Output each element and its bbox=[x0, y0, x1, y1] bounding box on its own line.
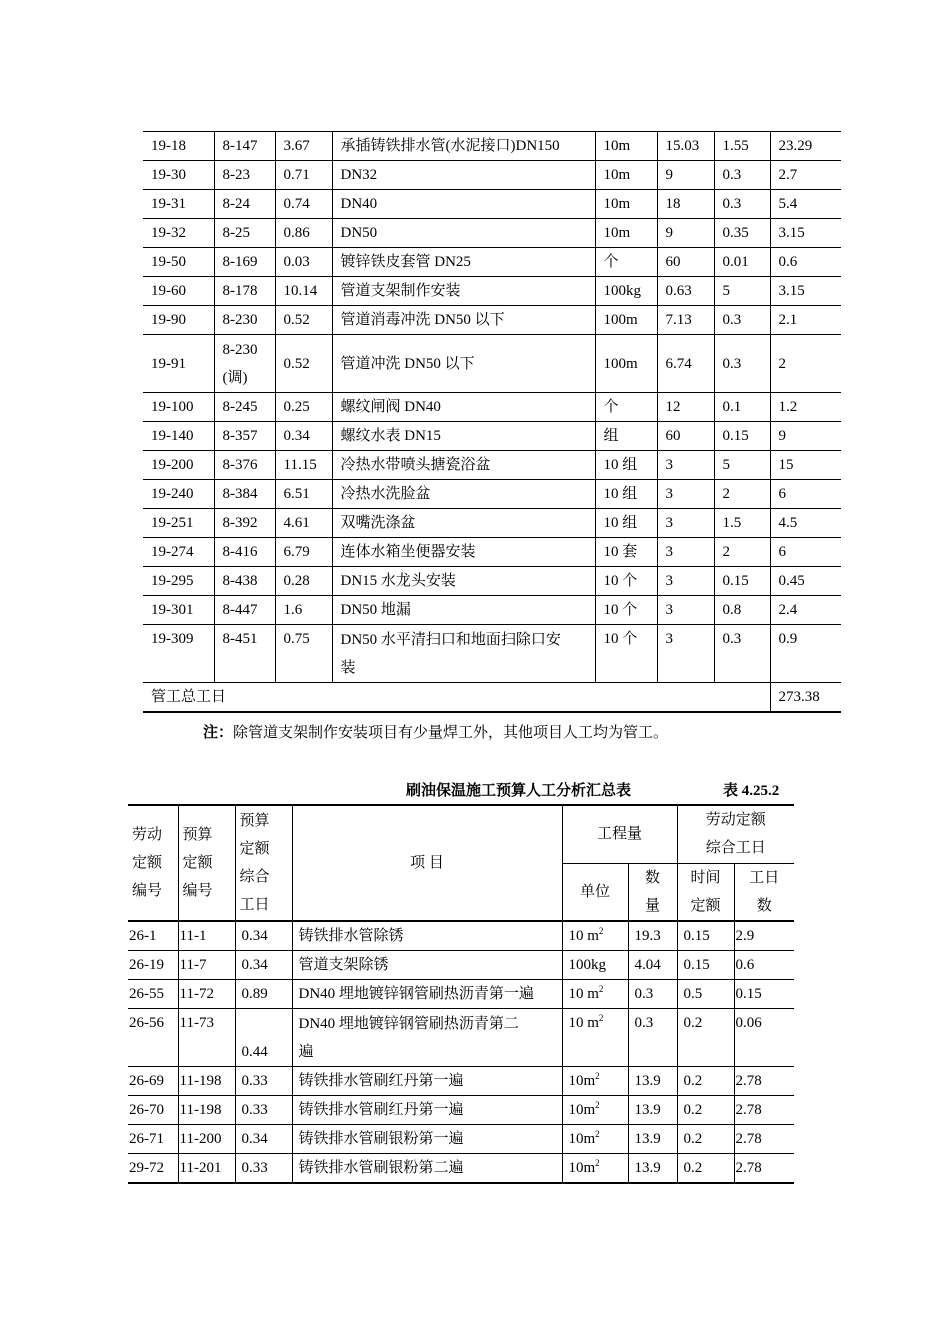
table-cell: 100kg bbox=[562, 951, 628, 980]
table-cell: 11-201 bbox=[178, 1154, 235, 1184]
table-cell: 18 bbox=[657, 190, 714, 219]
table-cell: 8-23 bbox=[214, 161, 275, 190]
table-cell: DN15 水龙头安装 bbox=[332, 567, 595, 596]
table-row bbox=[143, 219, 841, 248]
table-row bbox=[143, 248, 841, 277]
unit-superscript: 2 bbox=[598, 1013, 604, 1023]
table-cell: 15.03 bbox=[657, 132, 714, 161]
table-cell: 0.3 bbox=[714, 161, 770, 190]
unit-superscript: 2 bbox=[595, 1158, 600, 1168]
table-cell: 10 组 bbox=[595, 451, 657, 480]
table-cell: DN50 bbox=[332, 219, 595, 248]
table-cell: 8-169 bbox=[214, 248, 275, 277]
header-count: 数 量 bbox=[628, 863, 677, 921]
table-row bbox=[128, 980, 794, 1009]
table-cell: 0.3 bbox=[628, 1009, 677, 1067]
table-cell: 0.28 bbox=[275, 567, 332, 596]
table-cell: 9 bbox=[770, 422, 841, 451]
table-cell: 0.2 bbox=[677, 1125, 734, 1154]
table-row bbox=[143, 451, 841, 480]
table-cell: 螺纹水表 DN15 bbox=[332, 422, 595, 451]
table-cell: 管道冲洗 DN50 以下 bbox=[332, 335, 595, 393]
table-cell: 11-73 bbox=[178, 1009, 235, 1067]
table-cell: 0.34 bbox=[235, 951, 292, 980]
table-cell: 0.8 bbox=[714, 596, 770, 625]
table-cell: 19-301 bbox=[143, 596, 214, 625]
table-row bbox=[143, 538, 841, 567]
table-cell: 冷热水洗脸盆 bbox=[332, 480, 595, 509]
table-row bbox=[128, 951, 794, 980]
table-cell: 8-357 bbox=[214, 422, 275, 451]
total-label: 管工总工日 bbox=[143, 683, 770, 713]
table-cell: 10 组 bbox=[595, 509, 657, 538]
table-cell: 0.2 bbox=[677, 1096, 734, 1125]
table-cell: 8-178 bbox=[214, 277, 275, 306]
table-cell: 2.1 bbox=[770, 306, 841, 335]
table-cell: 0.6 bbox=[734, 951, 794, 980]
table-cell: 0.3 bbox=[714, 625, 770, 683]
table-cell: 4.04 bbox=[628, 951, 677, 980]
table-cell: 10.14 bbox=[275, 277, 332, 306]
table-row bbox=[128, 1067, 794, 1096]
table-cell: 螺纹闸阀 DN40 bbox=[332, 393, 595, 422]
table-note bbox=[203, 722, 668, 744]
table-cell: 2.78 bbox=[734, 1096, 794, 1125]
table-cell: 2.4 bbox=[770, 596, 841, 625]
table-cell: 13.9 bbox=[628, 1096, 677, 1125]
table-cell: 10m bbox=[595, 219, 657, 248]
table-cell: 0.6 bbox=[770, 248, 841, 277]
table-cell: 8-245 bbox=[214, 393, 275, 422]
table-cell: 8-376 bbox=[214, 451, 275, 480]
table-cell: 1.2 bbox=[770, 393, 841, 422]
table-cell: 26-71 bbox=[128, 1125, 178, 1154]
table-cell: 8-24 bbox=[214, 190, 275, 219]
table-cell: 4.61 bbox=[275, 509, 332, 538]
table-row bbox=[128, 1009, 794, 1067]
table-cell: 8-392 bbox=[214, 509, 275, 538]
table-cell: 管道支架除锈 bbox=[292, 951, 562, 980]
table-cell: 11-7 bbox=[178, 951, 235, 980]
table-cell: $10m^2$ bbox=[562, 1067, 628, 1096]
table-cell: 8-230 bbox=[214, 306, 275, 335]
table-cell: 0.63 bbox=[657, 277, 714, 306]
table-row bbox=[143, 335, 841, 393]
table-cell: 0.06 bbox=[734, 1009, 794, 1067]
table-cell: 0.86 bbox=[275, 219, 332, 248]
table-cell: DN50 地漏 bbox=[332, 596, 595, 625]
table-cell: 19-240 bbox=[143, 480, 214, 509]
paint-insulation-labor-table bbox=[128, 804, 794, 1184]
table-cell: 0.34 bbox=[235, 1125, 292, 1154]
table-row bbox=[128, 1125, 794, 1154]
table-cell: 23.29 bbox=[770, 132, 841, 161]
table-cell: 19-274 bbox=[143, 538, 214, 567]
table-cell: 铸铁排水管刷红丹第一遍 bbox=[292, 1067, 562, 1096]
table-cell: 10m bbox=[595, 190, 657, 219]
table-cell: 0.15 bbox=[677, 921, 734, 951]
table-cell: DN50 水平清扫口和地面扫除口安 装 bbox=[332, 625, 595, 683]
table-cell: 19-91 bbox=[143, 335, 214, 393]
header-labor-quota-code: 劳动 定额 编号 bbox=[128, 805, 178, 921]
table-cell: 0.3 bbox=[714, 190, 770, 219]
table-cell: 26-70 bbox=[128, 1096, 178, 1125]
table-cell: 0.3 bbox=[714, 306, 770, 335]
table-cell: 15 bbox=[770, 451, 841, 480]
header-unit: 单位 bbox=[562, 863, 628, 921]
unit-superscript: 2 bbox=[598, 926, 604, 936]
table-cell: 10 个 bbox=[595, 625, 657, 683]
table-cell: 19-295 bbox=[143, 567, 214, 596]
table-cell: 26-19 bbox=[128, 951, 178, 980]
table-cell: 10 $m^2$ bbox=[562, 980, 628, 1009]
table-cell: 10 $m^2$ bbox=[562, 1009, 628, 1067]
table-cell: 铸铁排水管刷银粉第一遍 bbox=[292, 1125, 562, 1154]
table-cell: 19-30 bbox=[143, 161, 214, 190]
table-cell: 5.4 bbox=[770, 190, 841, 219]
table-cell: 镀锌铁皮套管 DN25 bbox=[332, 248, 595, 277]
table-cell: 10 组 bbox=[595, 480, 657, 509]
header-budget-quota-code: 预算 定额 编号 bbox=[178, 805, 235, 921]
table-cell: 0.1 bbox=[714, 393, 770, 422]
table-cell: $10m^2$ bbox=[562, 1096, 628, 1125]
table-cell: 3 bbox=[657, 509, 714, 538]
table-cell: 0.71 bbox=[275, 161, 332, 190]
pipe-labor-table bbox=[143, 131, 841, 713]
table-cell: 9 bbox=[657, 219, 714, 248]
table-cell: 铸铁排水管除锈 bbox=[292, 921, 562, 951]
table-cell: 6.79 bbox=[275, 538, 332, 567]
table-cell: 8-384 bbox=[214, 480, 275, 509]
table-cell: 0.03 bbox=[275, 248, 332, 277]
header-time-quota: 时间 定额 bbox=[677, 863, 734, 921]
table-cell: 0.3 bbox=[714, 335, 770, 393]
table-cell: 10m bbox=[595, 132, 657, 161]
table-cell: 13.9 bbox=[628, 1154, 677, 1184]
table-cell: 13.9 bbox=[628, 1125, 677, 1154]
table-cell: 3.15 bbox=[770, 277, 841, 306]
table-cell: 3.15 bbox=[770, 219, 841, 248]
table-row bbox=[143, 161, 841, 190]
table-cell: 60 bbox=[657, 422, 714, 451]
table-cell: 13.9 bbox=[628, 1067, 677, 1096]
table-cell: 3 bbox=[657, 625, 714, 683]
table-cell: 管道支架制作安装 bbox=[332, 277, 595, 306]
header-budget-workdays: 预算 定额 综合 工日 bbox=[235, 805, 292, 921]
table-row bbox=[143, 422, 841, 451]
table-cell: 8-451 bbox=[214, 625, 275, 683]
table-cell: 7.13 bbox=[657, 306, 714, 335]
table-cell: 2.78 bbox=[734, 1154, 794, 1184]
table-cell: 5 bbox=[714, 277, 770, 306]
table-cell: 0.33 bbox=[235, 1067, 292, 1096]
table-cell: 冷热水带喷头搪瓷浴盆 bbox=[332, 451, 595, 480]
table-cell: 0.45 bbox=[770, 567, 841, 596]
table-row bbox=[128, 921, 794, 951]
table-cell: 11.15 bbox=[275, 451, 332, 480]
header-labor-workdays: 劳动定额 综合工日 bbox=[677, 805, 794, 863]
table-cell: 19-90 bbox=[143, 306, 214, 335]
table-cell: 3 bbox=[657, 567, 714, 596]
table-cell: 1.5 bbox=[714, 509, 770, 538]
table2-number: 表 4.25.2 bbox=[723, 783, 780, 799]
header-item: 项 目 bbox=[292, 805, 562, 921]
table-cell: 2.9 bbox=[734, 921, 794, 951]
table-cell: 8-147 bbox=[214, 132, 275, 161]
table-row bbox=[143, 277, 841, 306]
table-row bbox=[143, 393, 841, 422]
table-cell: 1.6 bbox=[275, 596, 332, 625]
table-cell: 承插铸铁排水管(水泥接口)DN150 bbox=[332, 132, 595, 161]
table-cell: 3 bbox=[657, 538, 714, 567]
table-cell: 个 bbox=[595, 248, 657, 277]
table-cell: 2.78 bbox=[734, 1067, 794, 1096]
table-cell: 100m bbox=[595, 306, 657, 335]
table-cell: 0.3 bbox=[628, 980, 677, 1009]
table-cell: 铸铁排水管刷红丹第一遍 bbox=[292, 1096, 562, 1125]
table-cell: 19-60 bbox=[143, 277, 214, 306]
table-cell: 60 bbox=[657, 248, 714, 277]
table-cell: 0.74 bbox=[275, 190, 332, 219]
table2-title: 刷油保温施工预算人工分析汇总表 bbox=[406, 783, 632, 799]
table-cell: 2 bbox=[770, 335, 841, 393]
table-cell: 0.33 bbox=[235, 1096, 292, 1125]
table-cell: 6 bbox=[770, 480, 841, 509]
table-cell: 0.2 bbox=[677, 1009, 734, 1067]
table-cell: 26-56 bbox=[128, 1009, 178, 1067]
table-cell: 2 bbox=[714, 538, 770, 567]
table-cell: 19-251 bbox=[143, 509, 214, 538]
table-cell: 26-69 bbox=[128, 1067, 178, 1096]
table-cell: 8-230 (调) bbox=[214, 335, 275, 393]
table-row bbox=[143, 567, 841, 596]
table-cell: 管道消毒冲洗 DN50 以下 bbox=[332, 306, 595, 335]
table-cell: 8-447 bbox=[214, 596, 275, 625]
table-cell: $10m^2$ bbox=[562, 1154, 628, 1184]
table-cell: 2 bbox=[714, 480, 770, 509]
table-cell: 19-100 bbox=[143, 393, 214, 422]
table-cell: DN40 埋地镀锌钢管刷热沥青第一遍 bbox=[292, 980, 562, 1009]
table-cell: DN40 埋地镀锌钢管刷热沥青第二 遍 bbox=[292, 1009, 562, 1067]
table-row bbox=[143, 625, 841, 683]
table-cell: 10 $m^2$ bbox=[562, 921, 628, 951]
note-label: 注： bbox=[203, 725, 234, 741]
table-row bbox=[128, 1154, 794, 1184]
table-row bbox=[143, 190, 841, 219]
table-cell: DN40 bbox=[332, 190, 595, 219]
unit-superscript: 2 bbox=[595, 1129, 600, 1139]
table-cell: 2.78 bbox=[734, 1125, 794, 1154]
table-cell: 连体水箱坐便器安装 bbox=[332, 538, 595, 567]
table-cell: 4.5 bbox=[770, 509, 841, 538]
table-cell: 0.35 bbox=[714, 219, 770, 248]
table-cell: 6 bbox=[770, 538, 841, 567]
table-cell: 19-200 bbox=[143, 451, 214, 480]
table-cell: 11-1 bbox=[178, 921, 235, 951]
table-cell: 0.2 bbox=[677, 1067, 734, 1096]
table-cell: 10 套 bbox=[595, 538, 657, 567]
total-row bbox=[143, 683, 841, 713]
table-cell: 5 bbox=[714, 451, 770, 480]
table-cell: 0.33 bbox=[235, 1154, 292, 1184]
table-cell: 100kg bbox=[595, 277, 657, 306]
table-cell: 29-72 bbox=[128, 1154, 178, 1184]
table-cell: 10m bbox=[595, 161, 657, 190]
table-row bbox=[128, 1096, 794, 1125]
table-cell: 0.9 bbox=[770, 625, 841, 683]
table-cell: 10 个 bbox=[595, 596, 657, 625]
unit-superscript: 2 bbox=[595, 1100, 600, 1110]
table-cell: 3 bbox=[657, 480, 714, 509]
table-cell: 19-18 bbox=[143, 132, 214, 161]
table-cell: 26-1 bbox=[128, 921, 178, 951]
table-cell: 2.7 bbox=[770, 161, 841, 190]
unit-superscript: 2 bbox=[598, 984, 604, 994]
table-cell: 0.89 bbox=[235, 980, 292, 1009]
table-cell: $10m^2$ bbox=[562, 1125, 628, 1154]
table-cell: 0.15 bbox=[714, 567, 770, 596]
table-cell: 0.44 bbox=[235, 1009, 292, 1067]
table-cell: 0.01 bbox=[714, 248, 770, 277]
table-cell: 11-200 bbox=[178, 1125, 235, 1154]
table-row bbox=[143, 132, 841, 161]
table-row bbox=[143, 509, 841, 538]
table-cell: 0.34 bbox=[235, 921, 292, 951]
table-cell: 组 bbox=[595, 422, 657, 451]
header-quantity: 工程量 bbox=[562, 805, 677, 863]
table-cell: 11-198 bbox=[178, 1067, 235, 1096]
table-cell: 0.2 bbox=[677, 1154, 734, 1184]
table-cell: 11-198 bbox=[178, 1096, 235, 1125]
table-cell: 9 bbox=[657, 161, 714, 190]
table-cell: 8-438 bbox=[214, 567, 275, 596]
total-value: 273.38 bbox=[770, 683, 841, 713]
table-cell: 8-25 bbox=[214, 219, 275, 248]
table-cell: 3.67 bbox=[275, 132, 332, 161]
table-cell: 0.52 bbox=[275, 306, 332, 335]
table-cell: 0.15 bbox=[734, 980, 794, 1009]
table-cell: 19-140 bbox=[143, 422, 214, 451]
table-cell: 6.51 bbox=[275, 480, 332, 509]
note-text: 除管道支架制作安装项目有少量焊工外，其他项目人工均为管工。 bbox=[233, 725, 669, 741]
table-cell: 0.5 bbox=[677, 980, 734, 1009]
unit-superscript: 2 bbox=[595, 1071, 600, 1081]
table-cell: 0.52 bbox=[275, 335, 332, 393]
table-row bbox=[143, 480, 841, 509]
table-cell: 3 bbox=[657, 451, 714, 480]
table-cell: 个 bbox=[595, 393, 657, 422]
table-cell: 19-32 bbox=[143, 219, 214, 248]
table-cell: 19.3 bbox=[628, 921, 677, 951]
table-cell: 10 个 bbox=[595, 567, 657, 596]
table-cell: 3 bbox=[657, 596, 714, 625]
table-row bbox=[143, 596, 841, 625]
table-cell: 8-416 bbox=[214, 538, 275, 567]
table-cell: 1.55 bbox=[714, 132, 770, 161]
table-cell: DN32 bbox=[332, 161, 595, 190]
table-cell: 铸铁排水管刷银粉第二遍 bbox=[292, 1154, 562, 1184]
table-cell: 19-50 bbox=[143, 248, 214, 277]
header-days: 工日 数 bbox=[734, 863, 794, 921]
table-cell: 6.74 bbox=[657, 335, 714, 393]
table-cell: 19-309 bbox=[143, 625, 214, 683]
table-cell: 100m bbox=[595, 335, 657, 393]
table-cell: 0.34 bbox=[275, 422, 332, 451]
table-cell: 双嘴洗涤盆 bbox=[332, 509, 595, 538]
table-cell: 19-31 bbox=[143, 190, 214, 219]
table-cell: 0.75 bbox=[275, 625, 332, 683]
table-cell: 0.25 bbox=[275, 393, 332, 422]
table-cell: 11-72 bbox=[178, 980, 235, 1009]
table-cell: 26-55 bbox=[128, 980, 178, 1009]
table-cell: 12 bbox=[657, 393, 714, 422]
table-cell: 0.15 bbox=[677, 951, 734, 980]
table-row bbox=[143, 306, 841, 335]
table-cell: 0.15 bbox=[714, 422, 770, 451]
